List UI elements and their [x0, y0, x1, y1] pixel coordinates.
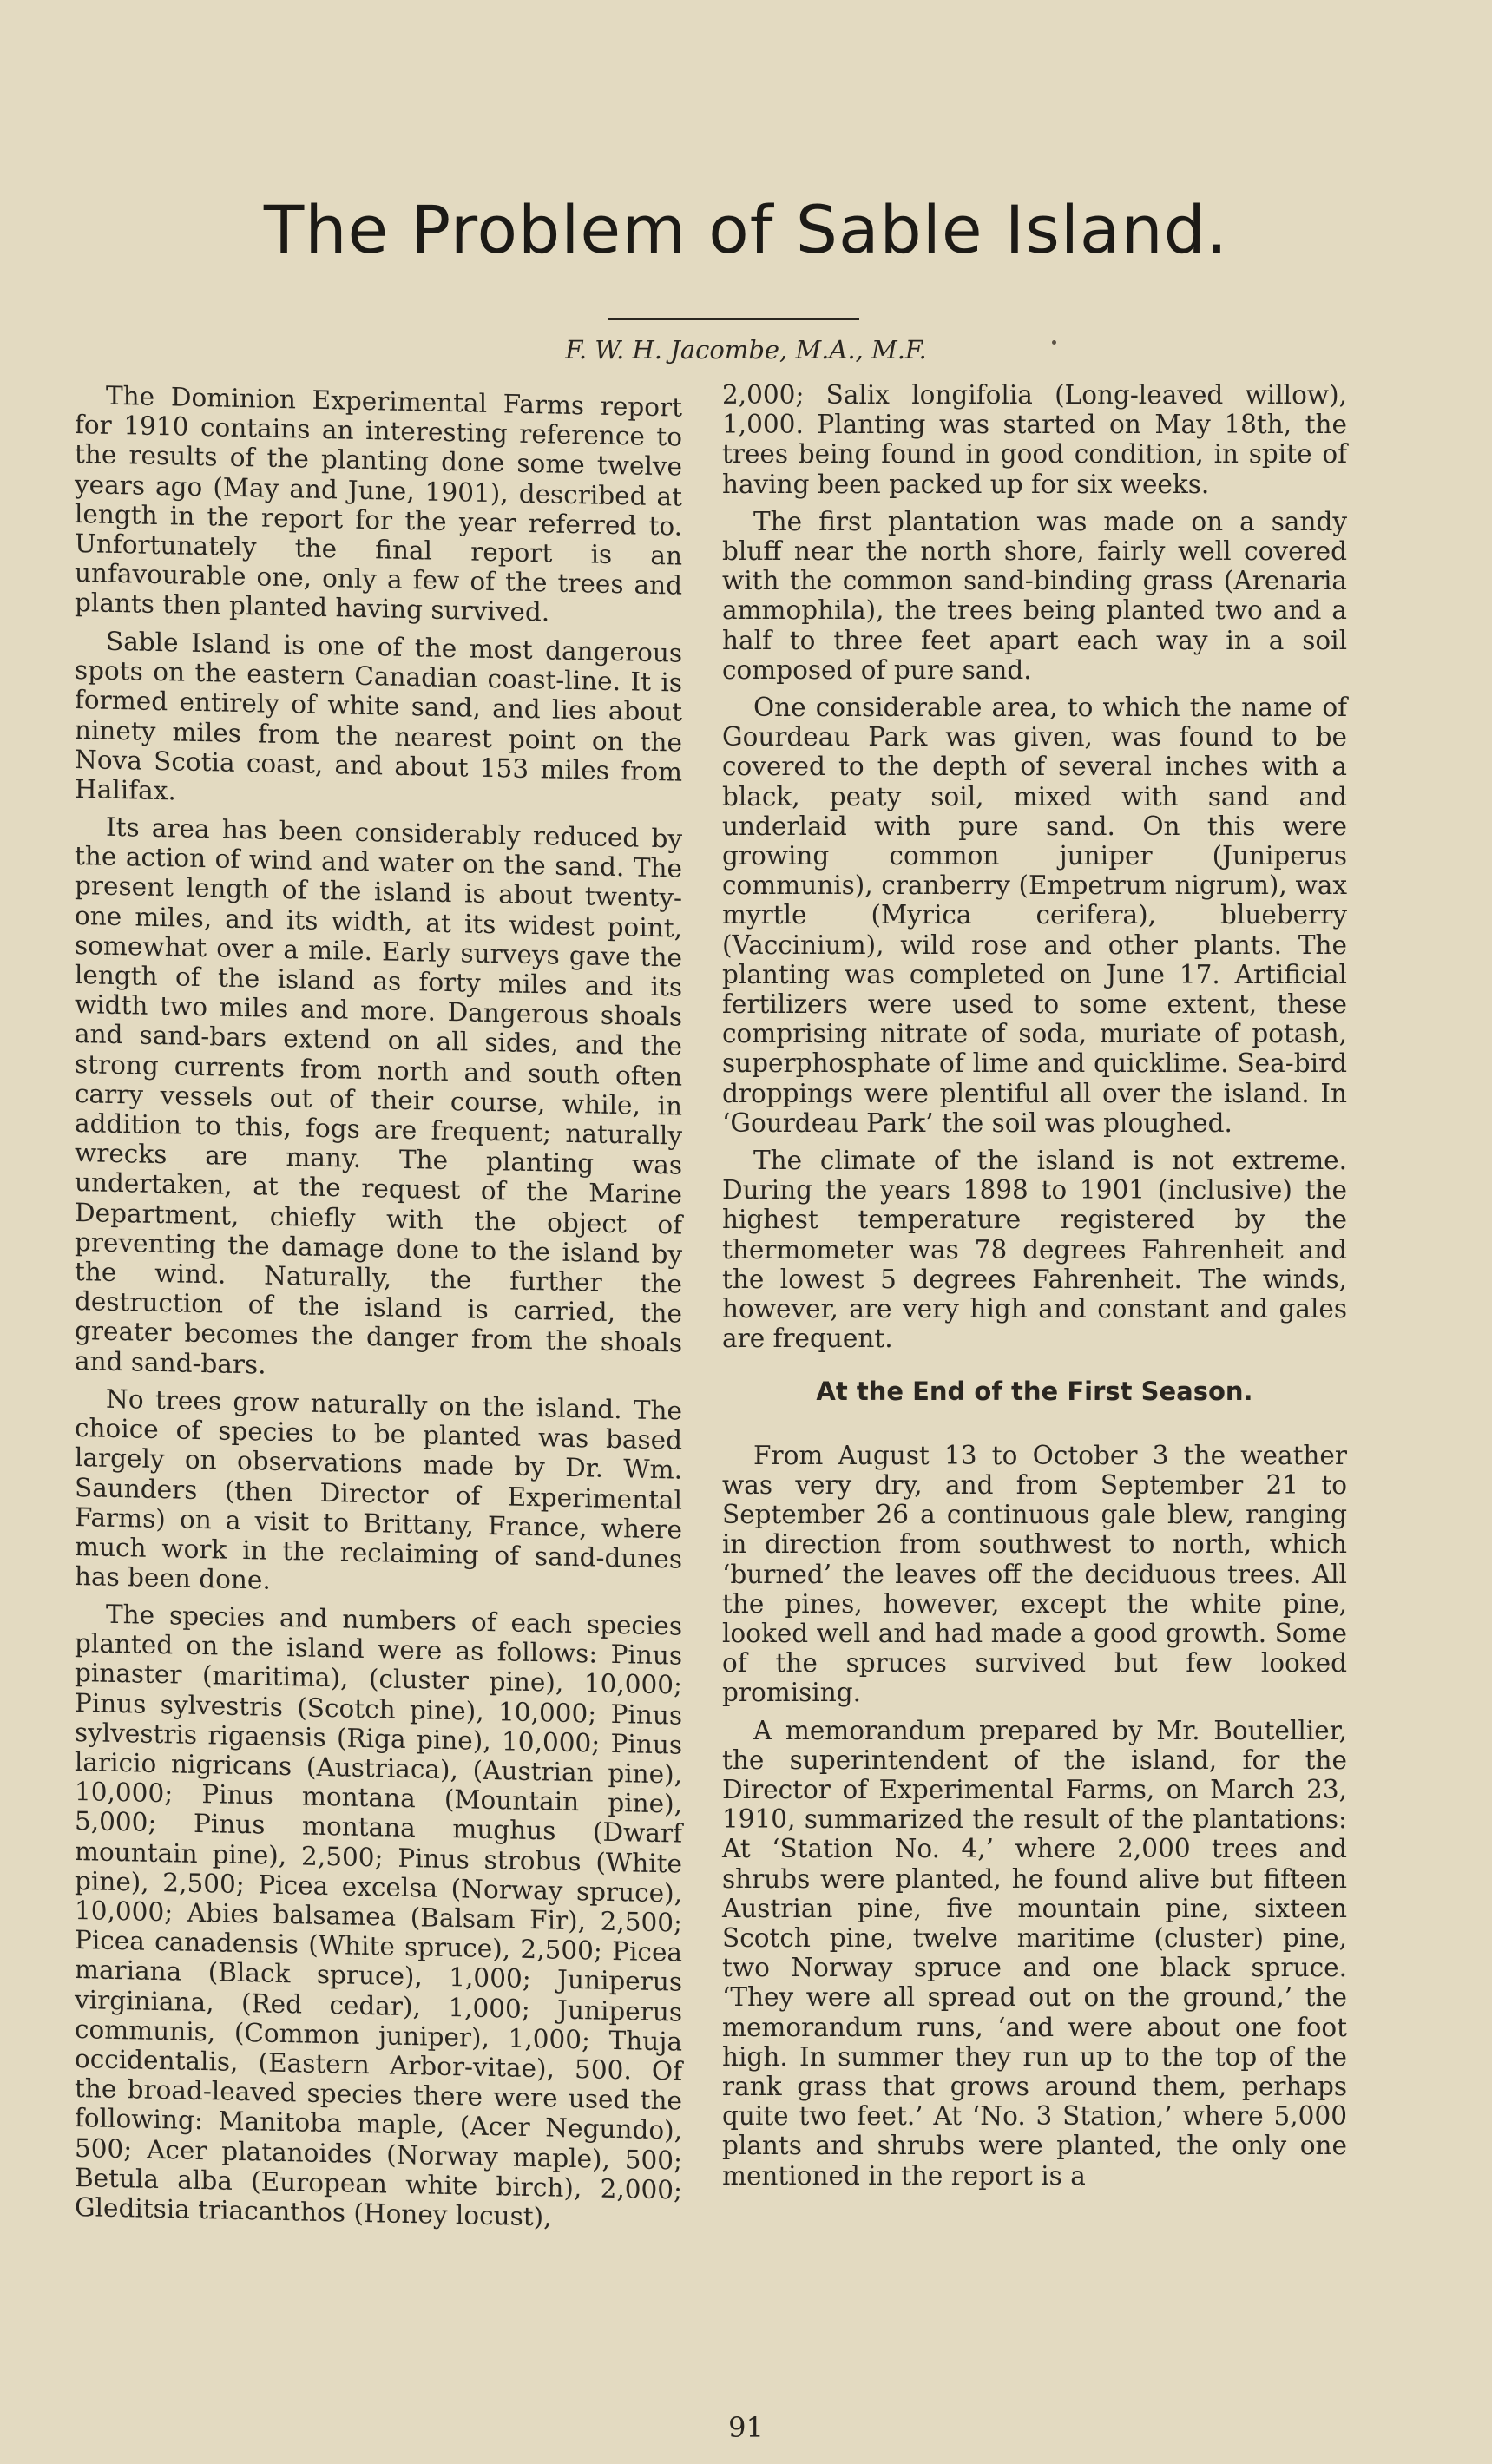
paragraph: From August 13 to October 3 the weather was very dry, and from September 21 to September 26 a continuous gale blew, ranging in direction from southwest to north, which ‘burned’ the leaves off the deciduous trees. All the pines, however, except the white pine, looked well and had made a good growth. Some of the spruces survived but few looked promising.: [722, 1440, 1347, 1708]
right-column: [722, 380, 1347, 2198]
left-column: [75, 380, 682, 2230]
paragraph: The species and numbers of each species planted on the island were as follows: Pinus pinaster (maritima), (cluster pine), 10,000; Pinus sylvestris (Scotch pine), 10,000; Pinus sylvestris rigaensis (Riga pine), 10,000; Pinus laricio nigricans (Austriaca), (Austrian pine), 10,000; Pinus montana (Mountain pine), 5,000; Pinus montana mughus (Dwarf mountain pine), 2,500; Pinus strobus (White pine), 2,500; Picea excelsa (Norway spruce), 10,000; Abies balsamea (Balsam Fir), 2,500; Picea canadensis (White spruce), 2,500; Picea mariana (Black spruce), 1,000; Juniperus virginiana, (Red cedar), 1,000; Juniperus communis, (Common juniper), 1,000; Thuja occidentalis, (Eastern Arbor-vitae), 500. Of the broad-leaved species there were used the following: Manitoba maple, (Acer Negundo), 500; Acer platanoides (Norway maple), 500; Betula alba (European white birch), 2,000; Gleditsia triacanthos (Honey locust),: [75, 1599, 682, 2232]
author-byline: F. W. H. Jacombe, M.A., M.F.: [565, 335, 927, 365]
paragraph: No trees grow naturally on the island. The choice of species to be planted was based largely on observations made by Dr. Wm. Saunders (then Director of Experimental Farms) on a visit to Brittany, France, where much work in the reclaiming of sand-dunes has been done.: [75, 1383, 682, 1595]
paragraph: One considerable area, to which the name of Gourdeau Park was given, was found to be covered to the depth of several inches with a black, peaty soil, mixed with sand and underlaid with pure sand. On this were growing common juniper (Juniperus communis), cranberry (Empetrum nigrum), wax myrtle (Myrica cerifera), blueberry (Vaccinium), wild rose and other plants. The planting was completed on June 17. Artificial fertilizers were used to some extent, these comprising nitrate of soda, muriate of potash, superphosphate of lime and quicklime. Sea-bird droppings were plentiful all over the island. In ‘Gourdeau Park’ the soil was ploughed.: [722, 693, 1347, 1138]
title-rule: [608, 318, 859, 320]
article-title: The Problem of Sable Island.: [263, 191, 1229, 268]
paragraph: A memorandum prepared by Mr. Boutellier, the superintendent of the island, for the Director of Experimental Farms, on March 23, 1910, summarized the result of the plantations: At ‘Station No. 4,’ where 2,000 trees and shrubs were planted, he found alive but fifteen Austrian pine, five mountain pine, sixteen Scotch pine, twelve maritime (cluster) pine, two Norway spruce and one black spruce. ‘They were all spread out on the ground,’ the memorandum runs, ‘and were about one foot high. In summer they run up to the top of the rank grass that grows around them, perhaps quite two feet.’ At ‘No. 3 Station,’ where 5,000 plants and shrubs were planted, the only one mentioned in the report is a: [722, 1715, 1347, 2191]
paragraph: The Dominion Experimental Farms report for 1910 contains an interesting reference to the results of the planting done some twelve years ago (May and June, 1901), described at length in the report for the year referred to. Unfortunately the final report is an unfavourable one, only a few of the trees and plants then planted having survived.: [75, 380, 682, 627]
section-heading: At the End of the First Season.: [816, 1376, 1253, 1406]
page-number: 91: [728, 2411, 764, 2444]
paragraph: Sable Island is one of the most dangerous spots on the eastern Canadian coast-line. It is formed entirely of white sand, and lies about ninety miles from the nearest point on the Nova Scotia coast, and about 153 miles from Halifax.: [75, 626, 682, 806]
paragraph: 2,000; Salix longifolia (Long-leaved willow), 1,000. Planting was started on May 18th, the trees being found in good condition, in spite of having been packed up for six weeks.: [722, 380, 1347, 499]
paragraph: The first plantation was made on a sandy bluff near the north shore, fairly well covered with the common sand-binding grass (Arenaria ammophila), the trees being planted two and a half to three feet apart each way in a soil composed of pure sand.: [722, 506, 1347, 685]
paragraph: The climate of the island is not extreme. During the years 1898 to 1901 (inclusive) the highest temperature registered by the thermometer was 78 degrees Fahrenheit and the lowest 5 degrees Fahrenheit. The winds, however, are very high and constant and gales are frequent.: [722, 1146, 1347, 1354]
paragraph: Its area has been considerably reduced by the action of wind and water on the sand. The present length of the island is about twenty-one miles, and its width, at its widest point, somewhat over a mile. Early surveys gave the length of the island as forty miles and its width two miles and more. Dangerous shoals and sand-bars extend on all sides, and the strong currents from north and south often carry vessels out of their course, while, in addition to this, fogs are frequent; naturally wrecks are many. The planting was undertaken, at the request of the Marine Department, chiefly with the object of preventing the damage done to the island by the wind. Naturally, the further the destruction of the island is carried, the greater becomes the danger from the shoals and sand-bars.: [75, 811, 682, 1380]
print-speck: [1052, 340, 1056, 345]
